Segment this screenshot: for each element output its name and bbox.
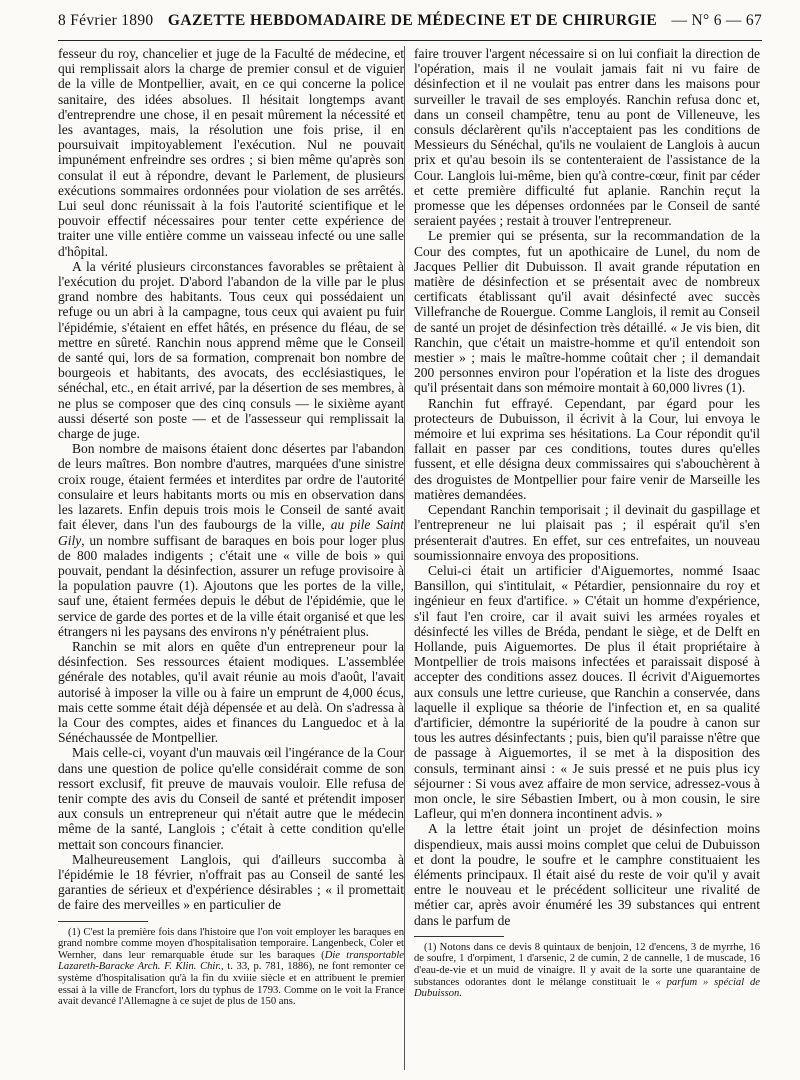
paragraph: A la vérité plusieurs circonstances favorables se prêtaient à l'exécution du projet. D'abord l'abandon de la ville par le plus grand nombre des habitants. Tous ceux qui possédaient un refuge ou un abri à la campagne, tous ceux qui avaient pu fuir l'épidémie, s'étaient en effet hâtés, en présence du fléau, de se mettre en sûreté. Ranchin nous apprend même que le Conseil de santé qui, lors de sa formation, comprenait bon nombre de bourgeois et habitants, des avocats, des ecclésiastiques, le sénéchal, etc., en était arrivé, par la désertion de ses membres, à ne plus se composer que des cinq consuls — le sixième ayant aussi déserté son poste — et de l'assesseur qui remplissait la charge de juge. [58,258,404,442]
paragraph: Cependant Ranchin temporisait ; il devinait du gaspillage et l'entrepreneur ne lui plaisait pas ; il espérait qu'il s'en présenterait d'autres. En effet, sur ces entrefaites, un nouveau soumissionnaire envoya des propositions. [414,502,760,563]
footnote-right [414,942,760,1000]
paragraph: Malheureusement Langlois, qui d'ailleurs succomba à l'épidémie le 18 février, n'offrait pas au Conseil de santé les garanties de sérieux et d'expérience désirables ; « il promettait de faire des merveilles » en particulier de [58,851,404,913]
paragraph: faire trouver l'argent nécessaire si on lui confiait la direction de l'opération, mais il ne voulait jamais fait ni vu faire de désinfection et il ne voulait pas entrer dans les maisons pour surveiller le travail de ses employés. Ranchin refusa donc et, dans un conseil champêtre, tenu au pont de Villeneuve, les consuls déclarèrent qu'ils n'acceptaient pas les conditions de Messieurs du Sénéchal, qu'ils ne voulaient de Langlois à aucun prix et qu'au besoin ils se contenteraient de l'assistance de la Cour. Langlois lui-même, bien qu'à contre-cœur, finit par céder et cette première difficulté fut aplanie. Ranchin reçut la promesse que les dépenses ordonnées par le Conseil de santé seraient payées ; restait à trouver l'entrepreneur. [414,46,760,229]
text-run: , un nombre suffisant de baraques en bois pour loger plus de 800 malades indigents ; c'était une « ville de bois » qui pouvait, pendant la désinfection, assurer un refuge provisoire à la population pauvre (1). Ajoutons que les portes de la ville, sauf une, étaient fermées depuis le début de l'épidémie, que le service de garde des portes et de la ville était organisé et que les étrangers ni les paysans des environs n'y pénétraient plus. [58,532,404,639]
left-column [58,46,404,1008]
text-run: Bon nombre de maisons étaient donc désertes par l'abandon de leurs maîtres. Bon nombre d'autres, marquées d'une sinistre croix rouge, étaient fermées et interdites par ordre de l'autorité consulaire et leurs habitants morts ou mis en observation dans les lazarets. Enfin depuis trois mois le Conseil de santé avait fait élever, dans l'un des faubourgs de la ville, [58,441,404,533]
header-date: 8 Février 1890 [58,12,154,29]
header-rule [58,40,762,41]
paragraph: Mais celle-ci, voyant d'un mauvais œil l'ingérance de la Cour dans une question de police qu'elle considérait comme de son ressort exclusif, fit preuve de mauvais vouloir. Elle refusa de tenir compte des avis du Conseil de santé et prétendit imposer aux consuls un entrepreneur qui n'était autre que le médecin même de la santé, Langlois ; c'était à cette condition qu'elle mettait son concours financier. [58,745,404,852]
text-run: (1) C'est la première fois dans l'histoire que l'on voit employer les baraques en grand nombre comme moyen d'hospitalisation temporaire. Langenbeck, Coler et Wernher, dans leur remarquable étude sur les baraques ( [58,926,404,961]
footnote-rule [414,936,504,937]
column-divider [404,46,405,1070]
paragraph: Le premier qui se présenta, sur la recommandation de la Cour des comptes, fut un apothicaire de Lunel, du nom de Jacques Pellier dit Dubuisson. Il avait grande réputation en matière de désinfection et se présentait avec de nombreux certificats établissant qu'il avait désinfecté avec succès Villefranche de Rouergue. Comme Langlois, il remit au Conseil de santé un projet de désinfection très détaillé. « Je vis bien, dit Ranchin, que c'était un maistre-homme et qu'il entendoit son mestier » ; mais le maître-homme coûtait cher ; il demandait 200 personnes environ pour l'opération et la liste des drogues qu'il présentait dans son mémoire montait à 60,000 livres (1). [414,228,760,396]
paragraph: fesseur du roy, chancelier et juge de la Faculté de médecine, et qui remplissait alors la charge de premier consul et de viguier de la ville de Montpellier, avait, en ce qui concerne la police sanitaire, des idées absolues. Il hésitait longtemps avant d'entreprendre une chose, il en pesait mûrement la nécessité et les avantages, mais, la résolution une fois prise, il en poursuivait impitoyablement l'exécution. Nul ne pouvait impunément enfreindre ses ordres ; si bien même qu'après son consulat il eut à répondre, devant le Parlement, de plusieurs exécutions sommaires ordonnées pour violation de ses arrêtés. Lui seul donc réunissait à la fois l'autorité scientifique et le pouvoir effectif nécessaires pour tenter cette expérience de traiter une ville entière comme un vaisseau infecté ou une salle d'hôpital. [58,46,404,259]
header-issue-page: — N° 6 — 67 [671,12,762,29]
paragraph: Ranchin se mit alors en quête d'un entrepreneur pour la désinfection. Ses ressources étaient modiques. L'assemblée générale des notables, qu'il avait réunie au mois d'août, l'avait autorisé à imposer la ville ou à faire un emprunt de 4,000 écus, mais cette somme était déjà dépensée et au delà. On s'adressa à la Cour des comptes, aides et finances du Languedoc et à la Sénéchaussée de Montpellier. [58,638,404,746]
header-journal-title: GAZETTE HEBDOMADAIRE DE MÉDECINE ET DE CHIRURGIE [167,12,658,29]
paragraph: Celui-ci était un artificier d'Aiguemortes, nommé Isaac Bansillon, qui s'intitulait, « Pétardier, pensionnaire du roy et ingénieur en feux d'artifice. » C'était un homme d'expérience, s'il faut l'en croire, car il avait suivi les armées royales et désinfecté les villes de Bréda, pendant le siège, et de Delft en Hollande, puis Aiguemortes. De plus il était propriétaire à Montpellier de trois maisons infectées et paraissait disposé à accepter des conditions assez douces. Il écrivit d'Aiguemortes aux consuls une lettre curieuse, que Ranchin a conservée, dans laquelle il explique sa théorie de l'infection et, en sa qualité d'artificier, démontre la supériorité de la poudre à canon sur tous les autres désinfectants ; puis, bien qu'il paraisse n'être que de passage à Aiguemortes, il se met à la disposition des consuls, terminant ainsi : « Je suis pressé et ne puis plus icy séjourner : Si vous avez affaire de mon service, adressez-vous à mon oncle, le sire Sébastien Imbert, ou à mon cousin, le sire Lafleur, qui m'en donnera incontinent advis. » [414,562,760,822]
footnote-text [58,927,404,1008]
footnote-text [414,942,760,1000]
paragraph: A la lettre était joint un projet de désinfection moins dispendieux, mais aussi moins complet que celui de Dubuisson et dont la poudre, le soufre et le camphre constituaient les éléments principaux. Il était aisé du reste de voir qu'il y avait entre le nouveau et le précédent solliciteur une rivalité de métier car, après avoir énuméré les 39 substances qui entrent dans le parfum de [414,821,760,928]
footnote-left [58,927,404,1008]
paragraph [58,441,404,639]
italic-phrase: « parfum » spécial de Dubuisson. [414,976,760,1000]
italic-citation: Die transportable Lazareth-Baracke Arch. F. Klin. Chir. [58,949,404,973]
text-run: , t. 33, p. 781, 1886), ne font remonter ce système d'hospitalisation qu'à la fin du xviiie siècle et en attribuent le premier essai à la ville de Francfort, lors du typhus de 1793. Comme on le voit la France avait devancé l'Allemagne à ce sujet de plus de 150 ans. [58,961,405,1008]
text-run: (1) Notons dans ce devis 8 quintaux de benjoin, 12 d'encens, 3 de myrrhe, 16 de soufre, 1 d'orpiment, 1 d'arsenic, 2 de cumin, 2 de cannelle, 1 de muscade, 16 d'eau-de-vie et un muid de vinaigre. Il y avait de la sorte une quarantaine de substances odorantes dont le mélange constituait le [414,941,760,988]
italic-place-name: au pile Saint Gily [58,517,404,548]
running-header [58,12,762,36]
paragraph: Ranchin fut effrayé. Cependant, par égard pour les protecteurs de Dubuisson, il écrivit à la Cour, lui envoya le mémoire et lui exprima ses hésitations. La Cour répondit qu'il fallait en passer par ces conditions, toutes dures qu'elles fussent, et elle désigna deux commissaires qui s'abouchèrent à des droguistes de Montpellier pour faire venir de Marseille les matières demandées. [414,395,760,502]
right-column [414,46,760,1000]
footnote-rule [58,921,148,922]
